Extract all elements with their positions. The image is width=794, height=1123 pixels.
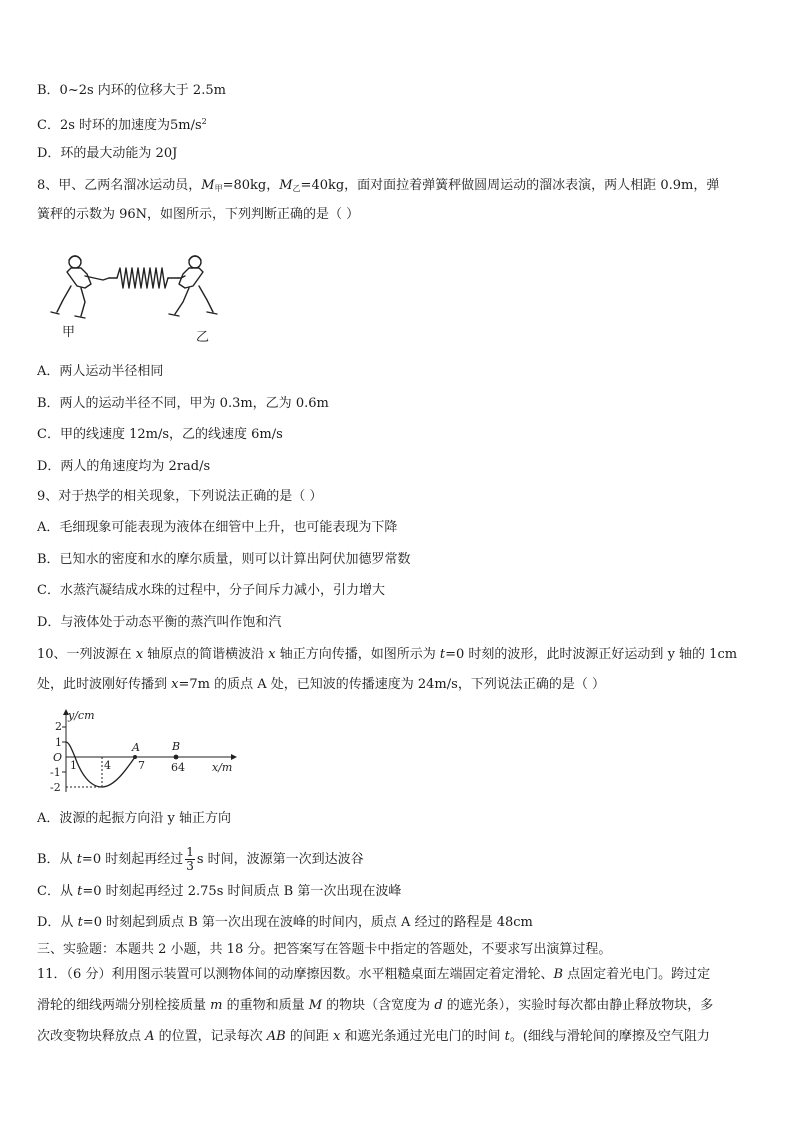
question-10-stem: 10、一列波源在 x 轴原点的简谐横波沿 x 轴正方向传播，如图所示为 t=0 时刻的波形，此时波源正好运动到 y 轴的 1cm (37, 647, 738, 662)
x-tick-4: 4 (104, 759, 111, 772)
figure-label-yi: 乙 (196, 330, 210, 345)
question-9-stem: 9、对于热学的相关现象，下列说法正确的是（ ） (37, 489, 323, 504)
x-tick-7: 7 (138, 759, 145, 772)
option-10A: A．波源的起振方向沿 y 轴正方向 (37, 811, 231, 826)
fraction-one-third: $\frac{1}{3}$ (186, 845, 194, 873)
x-tick-64: 64 (171, 761, 185, 774)
y-axis-label: y/cm (68, 709, 95, 722)
point-B-marker (174, 755, 179, 760)
option-9A: A．毛细现象可能表现为液体在细管中上升，也可能表现为下降 (37, 520, 398, 535)
option-9B: B．已知水的密度和水的摩尔质量，则可以计算出阿伏加德罗常数 (37, 552, 411, 567)
origin-label: O (53, 751, 63, 764)
figure-label-jia: 甲 (62, 325, 76, 340)
option-7D: D．环的最大动能为 20J (37, 146, 178, 161)
option-7B: B．0~2s 内环的位移大于 2.5m (37, 83, 226, 98)
y-tick-1: 1 (55, 736, 62, 749)
option-10C: C．从 t=0 时刻起再经过 2.75s 时间质点 B 第一次出现在波峰 (37, 884, 402, 899)
option-7C: C．2s 时环的加速度为$5m/s^2$ (37, 117, 207, 133)
y-tick-neg1: -1 (50, 766, 61, 779)
option-9C: C．水蒸汽凝结成水珠的过程中，分子间斥力减小，引力增大 (37, 583, 385, 598)
question-8-stem-line2: 簧秤的示数为 96N，如图所示，下列判断正确的是（ ） (37, 207, 360, 222)
option-8C: C．甲的线速度 12m/s，乙的线速度 6m/s (37, 427, 283, 442)
point-A-marker (133, 755, 137, 759)
option-8D: D．两人的角速度均为 2rad/s (37, 459, 211, 474)
question-11-line3: 次改变物块释放点 A 的位置，记录每次 AB 的间距 x 和遮光条通过光电门的时间 t。(细线与滑轮间的摩擦及空气阻力 (37, 1029, 710, 1044)
question-11-line2: 滑轮的细线两端分别栓接质量 m 的重物和质量 M 的物块（含宽度为 d 的遮光条），实验时每次都由静止释放物块，多 (37, 998, 714, 1013)
section-3-heading: 三、实验题：本题共 2 小题，共 18 分。把答案写在答题卡中指定的答题处，不要求写出演算过程。 (37, 942, 612, 957)
question-8-stem: 8、甲、乙两名溜冰运动员，$M_甲=80kg$，$M_乙=40kg$，面对面拉着弹簧秤做圆周运动的溜冰表演，两人相距 0.9m，弹 (37, 178, 720, 193)
question-10-stem-line2: 处，此时波刚好传播到 x=7m 的质点 A 处，已知波的传播速度为 24m/s，下列说法正确的是（ ） (37, 677, 605, 692)
x-axis-label: x/m (212, 761, 233, 774)
option-9D: D．与液体处于动态平衡的蒸汽叫作饱和汽 (37, 615, 282, 630)
option-10B: B．从 t=0 时刻起再经过 $\frac{1}{3}$ s 时间，波源第一次到达波谷 (37, 845, 364, 873)
option-8B: B．两人的运动半径不同，甲为 0.3m，乙为 0.6m (37, 396, 329, 411)
y-tick-neg2: -2 (50, 781, 61, 794)
wave-graph (50, 708, 240, 794)
y-tick-2: 2 (55, 720, 62, 733)
point-A-label: A (132, 741, 140, 754)
x-tick-1: 1 (70, 759, 77, 772)
option-8A: A．两人运动半径相同 (37, 364, 164, 379)
point-B-label: B (172, 740, 181, 753)
option-10D: D．从 t=0 时刻起到质点 B 第一次出现在波峰的时间内，质点 A 经过的路程是 48cm (37, 915, 533, 930)
question-11-line1: 11．（6 分）利用图示装置可以测物体间的动摩擦因数。水平粗糙桌面左端固定着定滑轮、B 点固定着光电门。跨过定 (37, 967, 711, 982)
